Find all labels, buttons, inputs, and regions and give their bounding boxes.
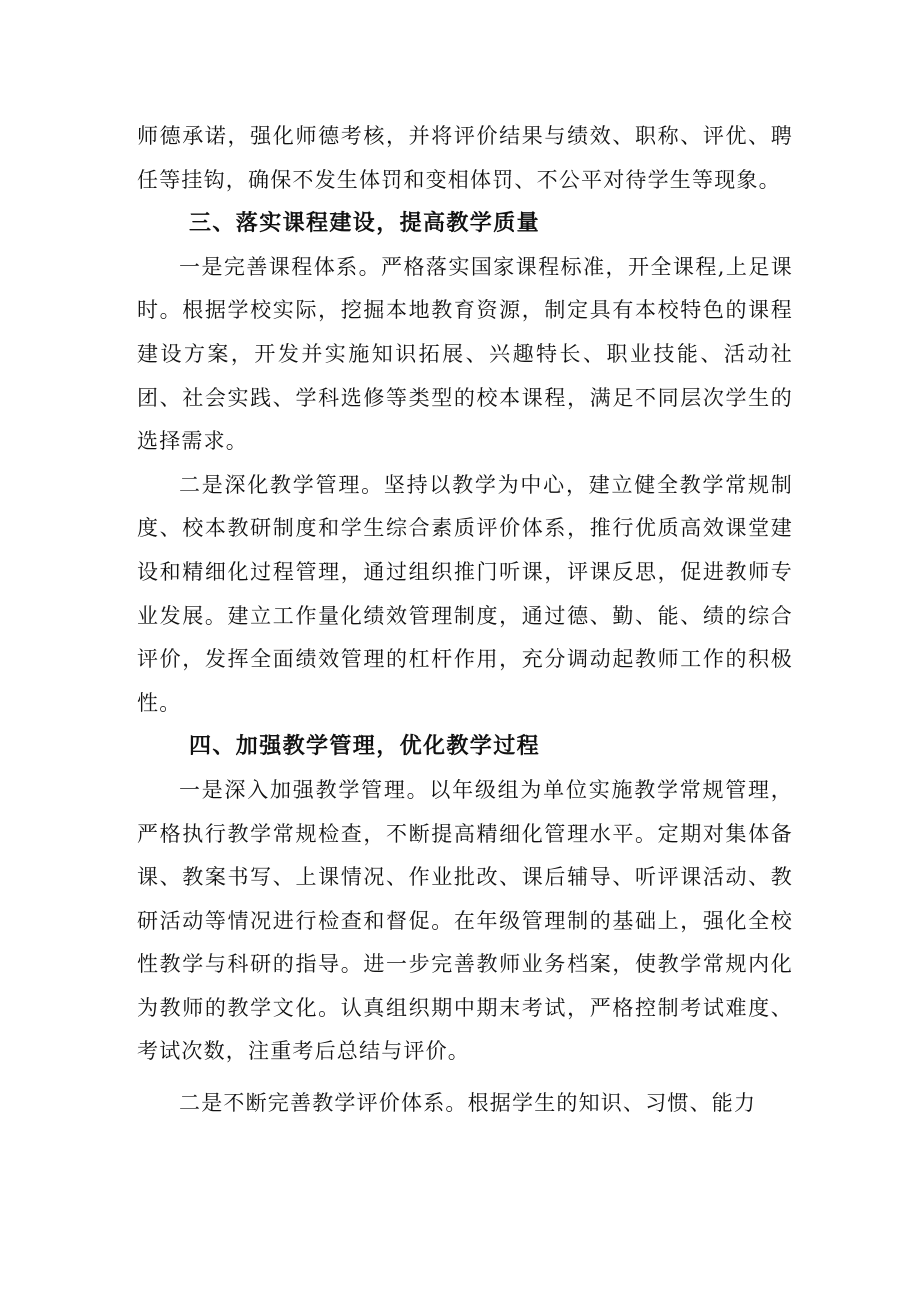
paragraph-evaluation-system: 二是不断完善教学评价体系。根据学生的知识、习惯、能力 <box>179 1091 757 1116</box>
section-heading-three: 三、落实课程建设，提高教学质量 <box>189 211 541 237</box>
paragraph-deepen-management: 一是深入加强教学管理。以年级组为单位实施教学常规管理，严格执行教学常规检查，不断提高精细化管理水平。定期对集体备课、教案书写、上课情况、作业批改、课后辅导、听评课活动、教研活动等情况进行检查和督促。在年级管理制的基础上，强化全校性教学与科研的指导。进一步完善教师业务档案，使教学常规内化为教师的教学文化。认真组织期中期末考试，严格控制考试难度、考试次数，注重考后总结与评价。 <box>137 777 793 1064</box>
section-heading-four: 四、加强教学管理，优化教学过程 <box>189 734 541 760</box>
paragraph-teaching-management: 二是深化教学管理。坚持以教学为中心，建立健全教学常规制度、校本教研制度和学生综合素质评价体系，推行优质高效课堂建设和精细化过程管理，通过组织推门听课，评课反思，促进教师专业发展。建立工作量化绩效管理制度，通过德、勤、能、绩的综合评价，发挥全面绩效管理的杠杆作用，充分调动起教师工作的积极性。 <box>137 472 793 715</box>
document-body <box>137 115 793 1126</box>
paragraph-continuation: 师德承诺，强化师德考核，并将评价结果与绩效、职称、评优、聘任等挂钩，确保不发生体罚和变相体罚、不公平对待学生等现象。 <box>137 124 793 192</box>
paragraph-course-system: 一是完善课程体系。严格落实国家课程标准，开全课程,上足课时。根据学校实际，挖掘本地教育资源，制定具有本校特色的课程建设方案，开发并实施知识拓展、兴趣特长、职业技能、活动社团、社会实践、学科选修等类型的校本课程，满足不同层次学生的选择需求。 <box>137 254 793 454</box>
